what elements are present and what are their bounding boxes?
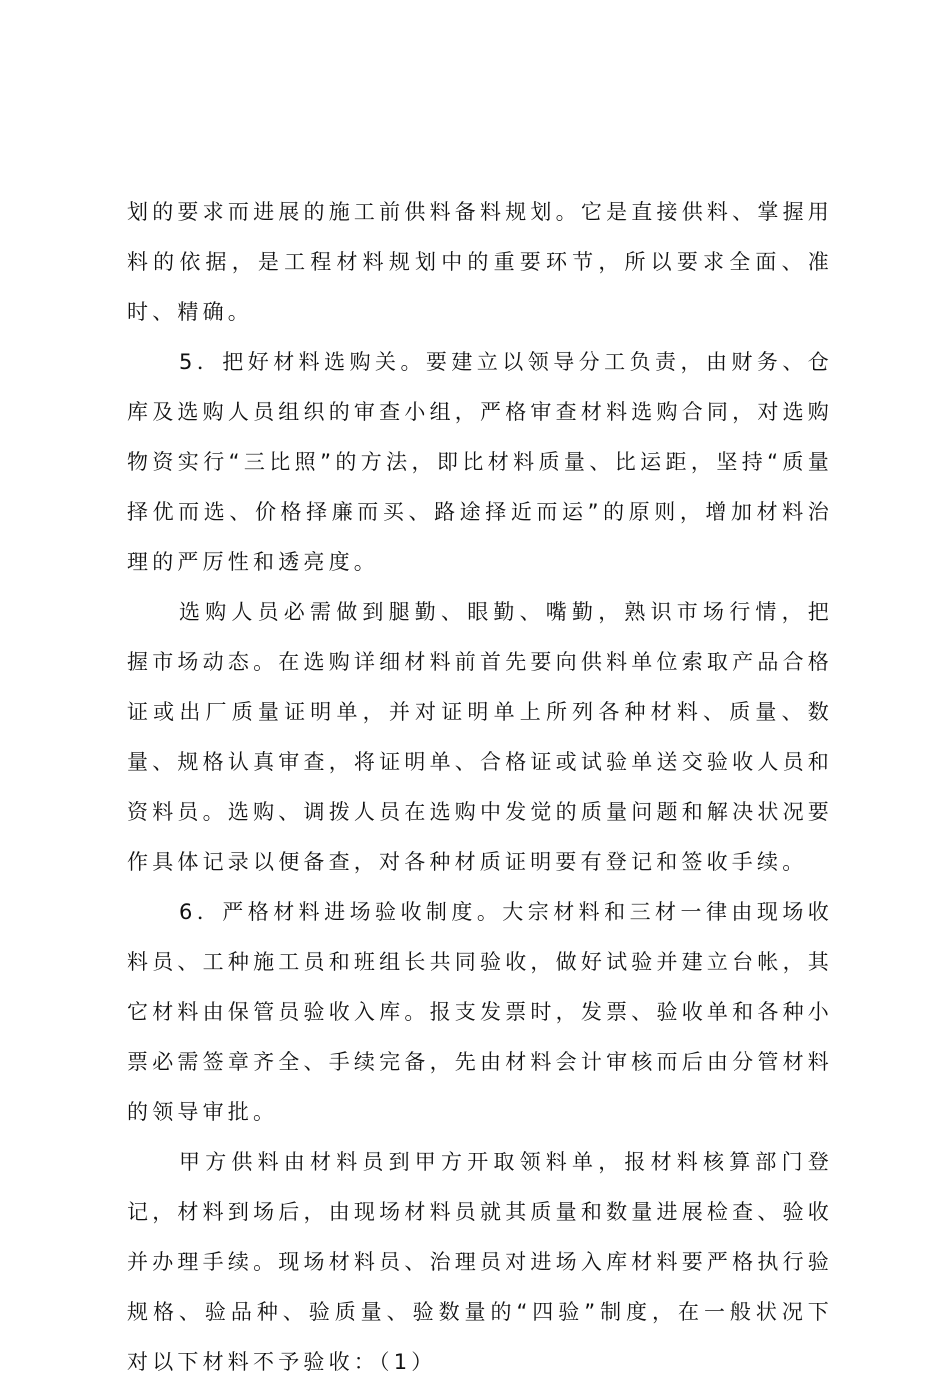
paragraph-item-6: 6．严格材料进场验收制度。大宗材料和三材一律由现场收料员、工种施工员和班组长共同验收，做好试验并建立台帐，其它材料由保管员验收入库。报支发票时，发票、验收单和各种小票必需签章齐全、手续完备，先由材料会计审核而后由分管材料的领导审批。 <box>127 900 833 1124</box>
paragraph-purchasing-staff: 选购人员必需做到腿勤、眼勤、嘴勤，熟识市场行情，把握市场动态。在选购详细材料前首先要向供料单位索取产品合格证或出厂质量证明单，并对证明单上所列各种材料、质量、数量、规格认真审查，将证明单、合格证或试验单送交验收人员和资料员。选购、调拨人员在选购中发觉的质量问题和解决状况要作具体记录以便备查，对各种材质证明要有登记和签收手续。 <box>127 600 833 874</box>
paragraph-owner-supply: 甲方供料由材料员到甲方开取领料单，报材料核算部门登记，材料到场后，由现场材料员就其质量和数量进展检查、验收并办理手续。现场材料员、治理员对进场入库材料要严格执行验规格、验品种、验质量、验数量的“四验”制度，在一般状况下对以下材料不予验收：（1） <box>127 1150 833 1374</box>
document-body <box>127 187 833 1387</box>
paragraph-continuation: 划的要求而进展的施工前供料备料规划。它是直接供料、掌握用料的依据，是工程材料规划中的重要环节，所以要求全面、准时、精确。 <box>127 200 833 324</box>
paragraph-item-5: 5．把好材料选购关。要建立以领导分工负责，由财务、仓库及选购人员组织的审查小组，严格审查材料选购合同，对选购物资实行“三比照”的方法，即比材料质量、比运距，坚持“质量择优而选、价格择廉而买、路途择近而运”的原则，增加材料治理的严厉性和透亮度。 <box>127 350 833 574</box>
